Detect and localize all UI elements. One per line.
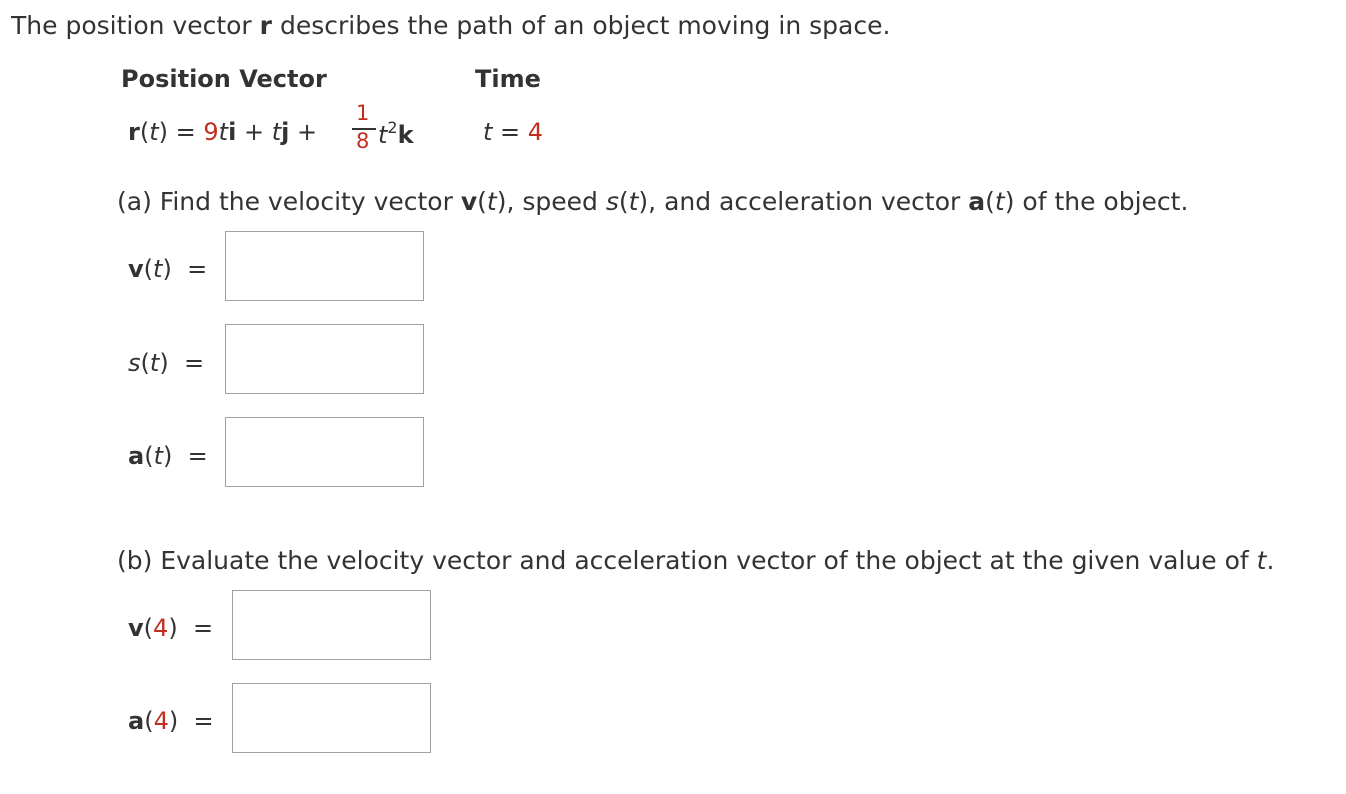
formula-exponent: 2 (387, 118, 398, 137)
formula-t-i: t (218, 118, 229, 146)
time-given-value: 4 (527, 118, 544, 146)
part-a-v-t: t (486, 187, 497, 216)
formula-fraction-denominator: 8 (356, 129, 370, 153)
time-variable: t (483, 118, 493, 146)
label-v-t-name: v (128, 255, 144, 283)
label-v-t-eq: = (187, 255, 208, 283)
label-v-t: v(t) = (128, 255, 208, 283)
part-a-a-t: t (994, 187, 1005, 216)
label-a-t: a(t) = (128, 442, 208, 470)
label-s-t-eq: = (183, 349, 205, 377)
part-a-s: s (605, 187, 619, 216)
time-value (483, 118, 543, 146)
label-a-t-name: a (128, 442, 145, 470)
intro-text-before: The position vector (11, 11, 260, 40)
header-position-vector: Position Vector (121, 65, 327, 93)
label-a-4-eq: = (193, 707, 214, 735)
label-v-t-arg: t (153, 255, 163, 283)
part-b-end: . (1266, 546, 1275, 575)
v-4-answer-input[interactable] (232, 590, 431, 660)
label-s-t: s(t) = (128, 349, 205, 377)
a-t-answer-input[interactable] (225, 417, 424, 487)
formula-unit-j: j (281, 118, 290, 146)
label-s-t-arg: t (149, 349, 160, 377)
formula-fraction-numerator: 1 (356, 101, 370, 125)
v-t-answer-input[interactable] (225, 231, 424, 301)
header-time: Time (475, 65, 541, 93)
formula-coef-i: 9 (203, 118, 219, 146)
label-v-4-name: v (128, 614, 144, 642)
formula-main: r(t) = 9ti + tj + (128, 118, 318, 146)
s-t-answer-input[interactable] (225, 324, 424, 394)
formula-unit-i: i (228, 118, 237, 146)
label-a-t-arg: t (153, 442, 163, 470)
a-4-answer-input[interactable] (232, 683, 431, 753)
label-a-4-name: a (128, 707, 145, 735)
label-v-4-eq: = (192, 614, 214, 642)
label-s-t-name: s (128, 349, 141, 377)
label-a-4: a(4) = (128, 707, 214, 735)
intro-text-after: describes the path of an object moving in space. (272, 11, 891, 40)
formula-plus-2: + (289, 118, 318, 146)
label-v-4-arg: 4 (153, 614, 169, 642)
part-a-a: a (968, 187, 986, 216)
formula-unit-k: k (397, 121, 414, 149)
formula-t-k: t (378, 121, 388, 149)
formula-lhs-t: t (149, 118, 159, 146)
part-b-t: t (1256, 546, 1267, 575)
part-a-v: v (460, 187, 478, 216)
part-b-text: (b) Evaluate the velocity vector and acceleration vector of the object at the given value of (117, 546, 1257, 575)
part-a-text-1: (a) Find the velocity vector (117, 187, 461, 216)
formula-t-j: t (271, 118, 282, 146)
time-equals: = (492, 118, 528, 146)
label-a-4-arg: 4 (153, 707, 169, 735)
problem-intro (11, 11, 890, 40)
formula-k-term (378, 118, 414, 149)
formula-r: r (128, 118, 140, 146)
part-b-prompt (117, 546, 1274, 575)
formula-plus-1: + (236, 118, 272, 146)
part-a-prompt: (a) Find the velocity vector v(t), speed s(t), and acceleration vector a(t) of the object. (117, 187, 1189, 216)
intro-vector-r: r (259, 11, 273, 40)
label-a-t-eq: = (187, 442, 208, 470)
part-a-s-t: t (628, 187, 639, 216)
label-v-4: v(4) = (128, 614, 214, 642)
